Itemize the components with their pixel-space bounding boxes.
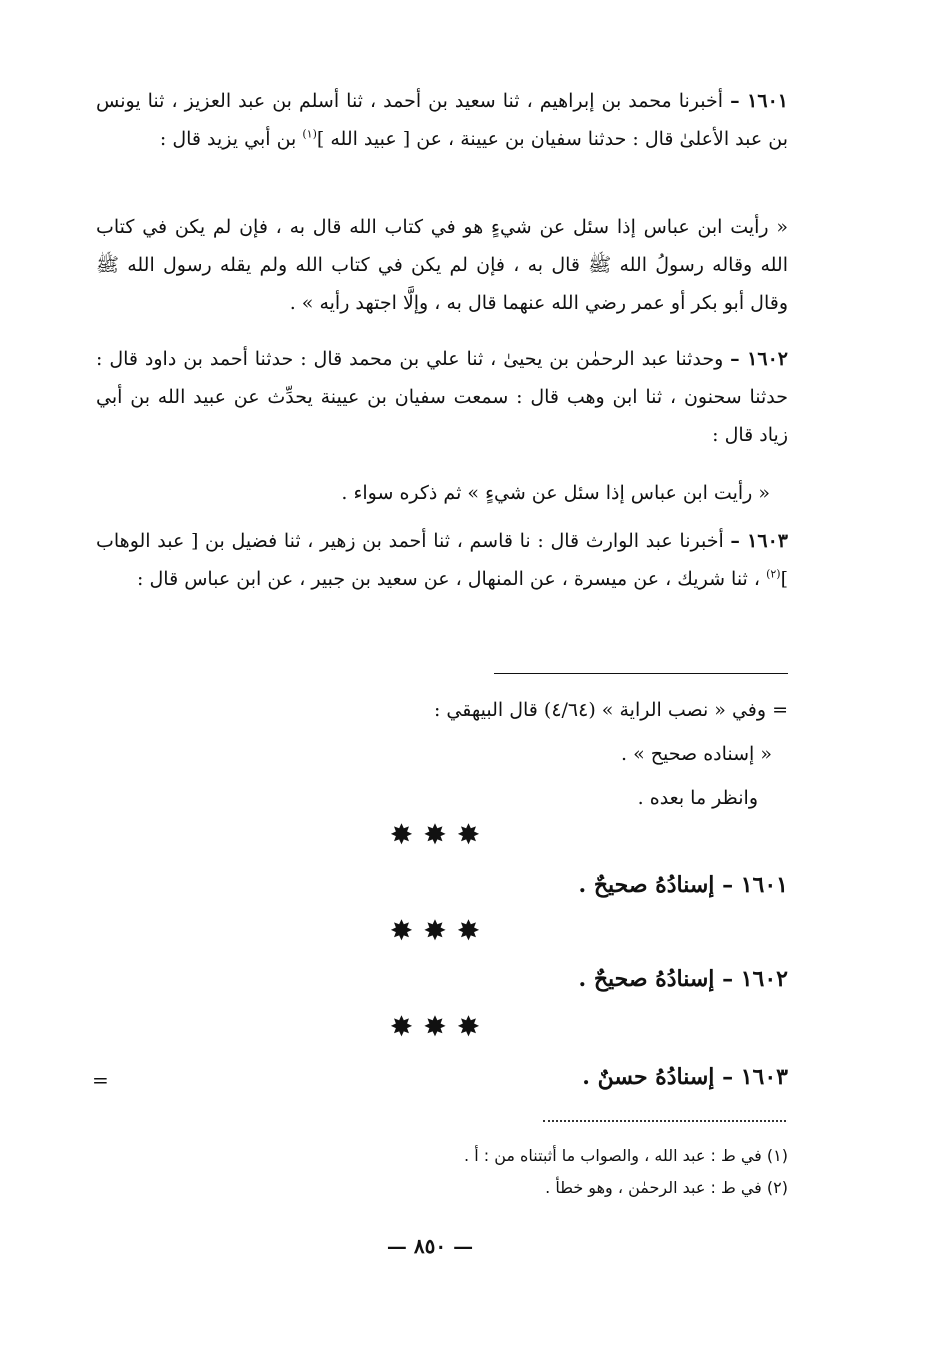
verdict-1603: ١٦٠٣ – إسنادُهُ حسنٌ . [582, 1064, 788, 1090]
hadith-number: ١٦٠٣ – [730, 530, 788, 552]
footnote-ref-1: (١) [302, 127, 317, 141]
note-line: وانظر ما بعده . [637, 787, 758, 809]
star-separator: ✸✸✸ [389, 1010, 491, 1043]
continuation-mark: = [92, 1068, 109, 1092]
section-divider [494, 673, 788, 674]
hadith-1601 [96, 82, 788, 158]
isnad-text-continued: ، ثنا شريك ، عن ميسرة ، عن المنهال ، عن سعيد بن جبير ، عن ابن عباس قال : [137, 568, 761, 590]
isnad-text: أخبرنا عبد الوارث قال : نا قاسم ، ثنا أحمد بن زهير ، ثنا فضيل بن [ عبد الوهاب ] [96, 530, 788, 590]
hadith-1602 [96, 340, 788, 454]
hadith-1603 [96, 522, 788, 598]
footnotes [96, 1140, 788, 1204]
hadith-number: ١٦٠١ – [730, 90, 788, 112]
footnote-separator [543, 1120, 786, 1122]
star-separator: ✸✸✸ [389, 914, 491, 947]
footnote-2: (٢) في ط : عبد الرحمٰن ، وهو خطأ . [545, 1178, 788, 1197]
note-line: = وفي « نصب الراية » (٤/٦٤) قال البيهقي : [433, 699, 788, 721]
star-separator: ✸✸✸ [389, 818, 491, 851]
footnote-1: (١) في ط : عبد الله ، والصواب ما أثبتناه من : أ . [464, 1146, 788, 1165]
verdict-1601: ١٦٠١ – إسنادُهُ صحيحٌ . [578, 872, 788, 898]
matn-text: « رأيت ابن عباس إذا سئل عن شيءٍ هو في كتاب الله قال به ، فإن لم يكن في كتاب الله وقاله رسولُ الله ﷺ قال به ، فإن لم يكن في كتاب الله ولم يقله رسول الله ﷺ وقال أبو بكر أو عمر رضي الله عنهما قال به ، وإلَّا اجتهد رأيه » . [96, 216, 788, 314]
previous-page-note [96, 688, 788, 820]
isnad-text: وحدثنا عبد الرحمٰن بن يحيىٰ ، ثنا علي بن محمد قال : حدثنا أحمد بن داود قال : حدثنا سحنون ، ثنا ابن وهب قال : سمعت سفيان بن عيينة يحدِّث عن عبيد الله بن أبي زياد قال : [96, 348, 788, 446]
note-line: « إسناده صحيح » . [621, 743, 772, 765]
footnote-ref-2: (٢) [766, 567, 781, 581]
isnad-text-continued: بن أبي يزيد قال : [159, 128, 297, 150]
hadith-number: ١٦٠٢ – [730, 348, 788, 370]
matn-1601 [96, 208, 788, 322]
page-number: — ٨٥٠ — [386, 1234, 474, 1258]
matn-1602 [96, 474, 788, 512]
matn-text: « رأيت ابن عباس إذا سئل عن شيءٍ » ثم ذكره سواء . [341, 482, 770, 504]
isnad-text: أخبرنا محمد بن إبراهيم ، ثنا سعيد بن أحمد ، ثنا أسلم بن عبد العزيز ، ثنا يونس بن عبد الأعلىٰ قال : حدثنا سفيان بن عيينة ، عن [ عبيد الله ] [96, 90, 788, 150]
verdict-1602: ١٦٠٢ – إسنادُهُ صحيحٌ . [578, 966, 788, 992]
